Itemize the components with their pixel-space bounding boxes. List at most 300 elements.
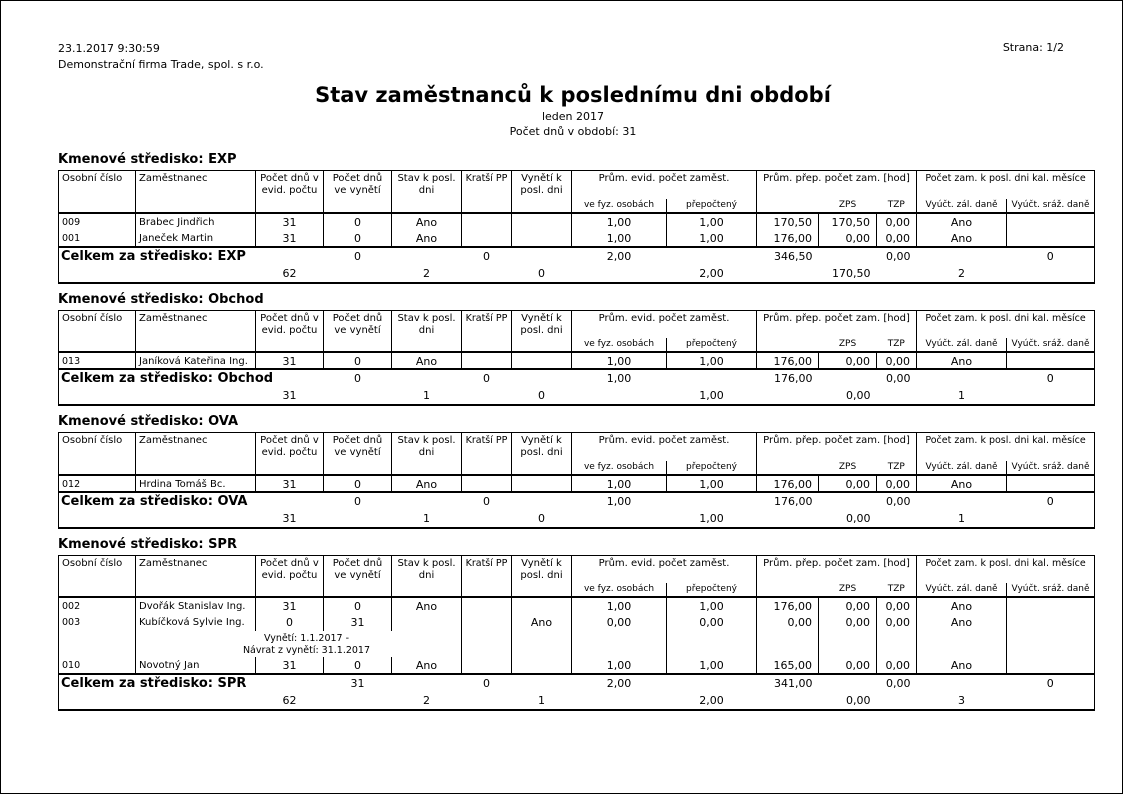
cell-vyneti-k: Ano (512, 614, 572, 631)
employee-id: 010 (59, 657, 136, 674)
cell-stav: Ano (392, 657, 462, 674)
cell-stav (392, 614, 462, 631)
total-zps: 170,50 (832, 266, 871, 280)
cell-sraz (1007, 230, 1095, 247)
cell-sraz (1007, 657, 1095, 674)
col-header-pocet-dnu-vyneti: Počet dnů ve vynětí (324, 555, 392, 597)
totals-spacer (324, 387, 392, 405)
col-header-zamestnanec: Zaměstnanec (136, 555, 256, 597)
table-header-rows (59, 310, 1095, 352)
totals-spacer (667, 674, 757, 692)
cell-hod: 176,00 (757, 230, 819, 247)
col-header-pocet-dnu-vyneti: Počet dnů ve vynětí (324, 310, 392, 352)
totals-spacer (256, 492, 324, 510)
totals-row-1 (59, 674, 1095, 692)
totals-spacer (877, 692, 917, 710)
total-fyz: 1,00 (606, 494, 632, 508)
subheader-vyuct-sraz-dane: Vyúčt. sráž. daně (1011, 339, 1090, 349)
employee-name-cell (136, 614, 256, 631)
cell-zps: 0,00 (819, 352, 877, 369)
cell-kratsi-pp (462, 614, 512, 631)
total-days-vyneti: 31 (350, 677, 365, 690)
cell-days-vyneti: 0 (324, 475, 392, 492)
cell-prepocteny: 0,00 (667, 614, 757, 631)
employee-name: Brabec Jindřich (139, 216, 215, 228)
cell-sraz (1007, 213, 1095, 230)
subheader-hod-spacer (757, 338, 819, 352)
employee-note: Návrat z vynětí: 31.1.2017 (242, 645, 371, 656)
totals-spacer (917, 369, 1007, 387)
employee-name-cell (136, 657, 256, 674)
totals-spacer (59, 387, 256, 405)
cell-days-evid: 31 (256, 230, 324, 247)
cell-sraz (1007, 352, 1095, 369)
cell-days-evid: 31 (256, 475, 324, 492)
table-header-rows (59, 555, 1095, 597)
totals-spacer (572, 265, 667, 283)
note-row-spacer (667, 631, 757, 657)
totals-spacer (1007, 510, 1095, 528)
totals-row-1 (59, 247, 1095, 265)
subheader-fyz-osoby: ve fyz. osobách (572, 338, 667, 352)
col-header-zamestnanec: Zaměstnanec (136, 433, 256, 475)
cell-kratsi-pp (462, 213, 512, 230)
total-days-evid: 62 (282, 694, 297, 707)
cell-kratsi-pp (462, 475, 512, 492)
total-hod: 176,00 (774, 494, 813, 508)
total-zps: 0,00 (846, 389, 871, 402)
col-header-pocet-dnu-evid: Počet dnů v evid. počtu (256, 310, 324, 352)
subheader-zps: ZPS (838, 199, 857, 210)
cell-tzp: 0,00 (877, 213, 917, 230)
cell-days-vyneti: 0 (324, 657, 392, 674)
table-header-row-main (59, 555, 1095, 583)
cell-days-evid: 0 (256, 614, 324, 631)
cell-vyneti-k (512, 597, 572, 614)
department-table (58, 555, 1095, 712)
report-title: Stav zaměstnanců k poslednímu dni období (315, 83, 831, 107)
cell-days-evid: 31 (256, 597, 324, 614)
totals-label: Celkem za středisko: Obchod (61, 371, 274, 386)
cell-stav: Ano (392, 213, 462, 230)
cell-fyz: 1,00 (572, 352, 667, 369)
totals-spacer (917, 247, 1007, 265)
cell-zps: 0,00 (819, 597, 877, 614)
total-zal: 1 (958, 389, 966, 402)
col-header-vyneti-k: Vynětí k posl. dni (512, 555, 572, 597)
subheader-fyz-osoby: ve fyz. osobách (572, 461, 667, 475)
subheader-vyuct-zal-dane: Vyúčt. zál. daně (917, 338, 1007, 352)
employee-name: Novotný Jan (139, 660, 200, 671)
total-tzp: 0,00 (886, 494, 911, 508)
subheader-tzp: TZP (877, 583, 917, 597)
cell-tzp: 0,00 (877, 597, 917, 614)
note-row-spacer (757, 631, 819, 657)
cell-zps: 170,50 (819, 213, 877, 230)
table-header-row-main (59, 310, 1095, 338)
note-row-spacer (877, 631, 917, 657)
group-header-prum-prep: Prům. přep. počet zam. [hod] (757, 555, 917, 583)
cell-tzp: 0,00 (877, 657, 917, 674)
cell-fyz: 1,00 (572, 230, 667, 247)
total-stav: 2 (423, 694, 430, 707)
cell-zps: 0,00 (819, 614, 877, 631)
employee-note-row (59, 631, 1095, 657)
employee-row (59, 230, 1095, 247)
employee-row (59, 614, 1095, 631)
totals-spacer (757, 265, 819, 283)
total-days-evid: 31 (282, 511, 297, 525)
total-zal: 3 (958, 694, 966, 707)
page-header (58, 41, 1088, 73)
totals-spacer (462, 387, 512, 405)
col-header-stav: Stav k posl. dni (392, 555, 462, 597)
cell-zal: Ano (917, 614, 1007, 631)
department-totals (59, 492, 1095, 528)
totals-label: Celkem za středisko: OVA (61, 493, 248, 509)
department-heading: Kmenové středisko: OVA (58, 414, 239, 429)
subheader-tzp: TZP (877, 338, 917, 352)
total-hod: 176,00 (774, 372, 813, 385)
total-vyneti-k: 0 (538, 266, 545, 280)
cell-zal: Ano (917, 657, 1007, 674)
cell-prepocteny: 1,00 (667, 230, 757, 247)
cell-kratsi-pp (462, 230, 512, 247)
employee-id: 003 (59, 614, 136, 631)
subheader-vyuct-zal-dane: Vyúčt. zál. daně (917, 583, 1007, 597)
col-header-stav: Stav k posl. dni (392, 171, 462, 213)
col-header-zamestnanec: Zaměstnanec (136, 171, 256, 213)
employee-name-cell (136, 213, 256, 230)
total-zal: 1 (958, 511, 966, 525)
total-days-vyneti: 0 (354, 249, 361, 263)
note-row-spacer (59, 631, 136, 657)
cell-fyz: 1,00 (572, 213, 667, 230)
totals-spacer (1007, 387, 1095, 405)
employee-name: Hrdina Tomáš Bc. (139, 478, 226, 490)
col-header-kratsi-pp: Kratší PP (462, 310, 512, 352)
totals-row-1 (59, 492, 1095, 510)
totals-label: Celkem za středisko: EXP (61, 248, 246, 264)
table-header-row-main (59, 433, 1095, 461)
employee-rows (59, 213, 1095, 247)
cell-prepocteny: 1,00 (667, 352, 757, 369)
cell-zal: Ano (917, 475, 1007, 492)
cell-days-evid: 31 (256, 213, 324, 230)
cell-hod: 176,00 (757, 475, 819, 492)
print-datetime: 23.1.2017 9:30:59 (58, 42, 160, 55)
total-sraz: 0 (1046, 372, 1054, 385)
total-prepocteny: 1,00 (699, 389, 724, 402)
group-header-pocet-zam: Počet zam. k posl. dni kal. měsíce (925, 435, 1086, 446)
total-stav: 1 (423, 511, 430, 525)
employee-name-cell (136, 475, 256, 492)
table-header-rows (59, 171, 1095, 213)
department-heading: Kmenové středisko: Obchod (58, 291, 264, 307)
col-header-kratsi-pp: Kratší PP (462, 433, 512, 475)
cell-tzp: 0,00 (877, 230, 917, 247)
employee-name-cell (136, 352, 256, 369)
subheader-hod-spacer (757, 583, 819, 597)
cell-sraz (1007, 475, 1095, 492)
department-totals (59, 369, 1095, 405)
department-section (58, 537, 1088, 712)
cell-kratsi-pp (462, 657, 512, 674)
group-header-prum-evid: Prům. evid. počet zaměst. (572, 310, 757, 338)
totals-spacer (256, 674, 324, 692)
cell-zal: Ano (917, 597, 1007, 614)
totals-spacer (59, 510, 256, 528)
totals-spacer (324, 265, 392, 283)
department-heading: Kmenové středisko: EXP (58, 152, 237, 167)
department-section (58, 152, 1088, 284)
totals-spacer (462, 692, 512, 710)
employee-row (59, 657, 1095, 674)
note-row-spacer (819, 631, 877, 657)
col-header-zamestnanec: Zaměstnanec (136, 310, 256, 352)
totals-spacer (512, 369, 572, 387)
employee-name-cell (136, 597, 256, 614)
group-header-pocet-zam: Počet zam. k posl. dni kal. měsíce (925, 312, 1086, 324)
employee-id: 009 (59, 213, 136, 230)
page-number: Strana: 1/2 (1002, 41, 1064, 54)
cell-hod: 176,00 (757, 352, 819, 369)
col-header-pocet-dnu-evid: Počet dnů v evid. počtu (256, 555, 324, 597)
total-days-vyneti: 0 (354, 372, 361, 385)
total-sraz: 0 (1046, 249, 1054, 263)
cell-sraz (1007, 597, 1095, 614)
total-fyz: 2,00 (606, 677, 632, 690)
total-tzp: 0,00 (886, 372, 911, 385)
totals-spacer (324, 510, 392, 528)
department-table (58, 432, 1095, 529)
subheader-zps: ZPS (838, 339, 857, 349)
totals-spacer (392, 674, 462, 692)
total-fyz: 2,00 (606, 249, 632, 263)
totals-spacer (917, 492, 1007, 510)
note-row-spacer (462, 631, 512, 657)
employee-name: Kubíčková Sylvie Ing. (139, 617, 245, 628)
cell-fyz: 1,00 (572, 657, 667, 674)
col-header-pocet-dnu-vyneti: Počet dnů ve vynětí (324, 433, 392, 475)
group-header-pocet-zam: Počet zam. k posl. dni kal. měsíce (925, 173, 1086, 184)
cell-vyneti-k (512, 352, 572, 369)
group-header-pocet-zam: Počet zam. k posl. dni kal. měsíce (925, 557, 1086, 569)
col-header-osobni-cislo: Osobní číslo (59, 555, 136, 597)
total-tzp: 0,00 (886, 249, 911, 263)
employee-row (59, 597, 1095, 614)
totals-row-2 (59, 387, 1095, 405)
company-name: Demonstrační firma Trade, spol. s r.o. (58, 58, 264, 71)
totals-spacer (512, 492, 572, 510)
subheader-fyz-osoby: ve fyz. osobách (572, 199, 667, 213)
table-header-row-main (59, 171, 1095, 199)
cell-prepocteny: 1,00 (667, 475, 757, 492)
note-row-spacer (1007, 631, 1095, 657)
subheader-prepocteny: přepočtený (667, 583, 757, 597)
totals-spacer (392, 247, 462, 265)
employee-rows (59, 597, 1095, 674)
total-zps: 0,00 (846, 694, 871, 707)
total-kratsi-pp: 0 (483, 249, 490, 263)
group-header-prum-prep: Prům. přep. počet zam. [hod] (757, 171, 917, 199)
col-header-kratsi-pp: Kratší PP (462, 555, 512, 597)
group-header-prum-evid: Prům. evid. počet zaměst. (572, 555, 757, 583)
col-header-stav: Stav k posl. dni (392, 433, 462, 475)
cell-zps: 0,00 (819, 657, 877, 674)
cell-stav: Ano (392, 475, 462, 492)
days-in-period: Počet dnů v období: 31 (509, 125, 637, 138)
totals-spacer (572, 387, 667, 405)
total-vyneti-k: 0 (538, 389, 545, 402)
totals-spacer (917, 674, 1007, 692)
note-row-spacer (917, 631, 1007, 657)
cell-vyneti-k (512, 657, 572, 674)
total-kratsi-pp: 0 (483, 494, 490, 508)
total-stav: 1 (423, 389, 430, 402)
col-header-vyneti-k: Vynětí k posl. dni (512, 433, 572, 475)
totals-spacer (59, 692, 256, 710)
group-header-prum-evid: Prům. evid. počet zaměst. (572, 171, 757, 199)
col-header-vyneti-k: Vynětí k posl. dni (512, 310, 572, 352)
employee-id: 013 (59, 352, 136, 369)
totals-spacer (819, 674, 877, 692)
total-fyz: 1,00 (606, 372, 632, 385)
totals-spacer (757, 692, 819, 710)
subheader-prepocteny: přepočtený (667, 461, 757, 475)
cell-vyneti-k (512, 230, 572, 247)
totals-spacer (819, 247, 877, 265)
employee-id: 012 (59, 475, 136, 492)
col-header-osobni-cislo: Osobní číslo (59, 433, 136, 475)
totals-spacer (462, 510, 512, 528)
col-header-vyneti-k: Vynětí k posl. dni (512, 171, 572, 213)
cell-tzp: 0,00 (877, 614, 917, 631)
cell-stav: Ano (392, 230, 462, 247)
total-sraz: 0 (1046, 677, 1054, 690)
col-header-stav: Stav k posl. dni (392, 310, 462, 352)
employee-note: Vynětí: 1.1.2017 - (263, 633, 350, 644)
cell-prepocteny: 1,00 (667, 213, 757, 230)
cell-vyneti-k (512, 213, 572, 230)
cell-zal: Ano (917, 352, 1007, 369)
cell-days-vyneti: 0 (324, 597, 392, 614)
page-header-left (58, 41, 264, 73)
cell-hod: 170,50 (757, 213, 819, 230)
subheader-hod-spacer (757, 199, 819, 213)
total-sraz: 0 (1046, 494, 1054, 508)
total-days-evid: 31 (282, 389, 297, 402)
group-header-prum-prep: Prům. přep. počet zam. [hod] (757, 433, 917, 461)
cell-tzp: 0,00 (877, 352, 917, 369)
cell-days-vyneti: 31 (324, 614, 392, 631)
col-header-pocet-dnu-evid: Počet dnů v evid. počtu (256, 433, 324, 475)
totals-spacer (324, 692, 392, 710)
report-body (58, 152, 1088, 711)
cell-prepocteny: 1,00 (667, 597, 757, 614)
employee-row (59, 352, 1095, 369)
cell-tzp: 0,00 (877, 475, 917, 492)
employee-row (59, 475, 1095, 492)
totals-spacer (667, 247, 757, 265)
subheader-prepocteny: přepočtený (667, 199, 757, 213)
employee-name: Janeček Martin (139, 232, 214, 244)
note-row-spacer (572, 631, 667, 657)
department-table (58, 170, 1095, 284)
department-section (58, 414, 1088, 529)
total-kratsi-pp: 0 (483, 372, 490, 385)
cell-vyneti-k (512, 475, 572, 492)
totals-spacer (512, 674, 572, 692)
totals-spacer (392, 492, 462, 510)
employee-name-cell (136, 230, 256, 247)
employee-row (59, 213, 1095, 230)
cell-days-evid: 31 (256, 352, 324, 369)
department-section (58, 292, 1088, 407)
cell-zps: 0,00 (819, 230, 877, 247)
cell-hod: 0,00 (757, 614, 819, 631)
total-vyneti-k: 0 (538, 511, 545, 525)
subheader-fyz-osoby: ve fyz. osobách (572, 583, 667, 597)
table-header-rows (59, 433, 1095, 475)
totals-spacer (757, 387, 819, 405)
totals-spacer (1007, 692, 1095, 710)
cell-zps: 0,00 (819, 475, 877, 492)
totals-spacer (877, 265, 917, 283)
totals-spacer (819, 369, 877, 387)
employee-rows (59, 475, 1095, 492)
cell-zal: Ano (917, 230, 1007, 247)
total-hod: 341,00 (774, 677, 813, 690)
employee-id: 001 (59, 230, 136, 247)
employee-rows (59, 352, 1095, 369)
total-zps: 0,00 (846, 511, 871, 525)
totals-row-2 (59, 510, 1095, 528)
totals-spacer (392, 369, 462, 387)
cell-fyz: 1,00 (572, 597, 667, 614)
col-header-osobni-cislo: Osobní číslo (59, 310, 136, 352)
employee-name: Dvořák Stanislav Ing. (139, 601, 246, 612)
group-header-prum-prep: Prům. přep. počet zam. [hod] (757, 310, 917, 338)
total-prepocteny: 2,00 (699, 694, 724, 707)
cell-zal: Ano (917, 213, 1007, 230)
cell-days-evid: 31 (256, 657, 324, 674)
total-hod: 346,50 (774, 249, 813, 263)
total-stav: 2 (423, 266, 430, 280)
total-prepocteny: 2,00 (699, 266, 724, 280)
total-days-evid: 62 (282, 266, 297, 280)
total-zal: 2 (958, 266, 966, 280)
cell-stav: Ano (392, 597, 462, 614)
subheader-vyuct-sraz-dane: Vyúčt. sráž. daně (1011, 199, 1090, 210)
totals-spacer (256, 247, 324, 265)
group-header-prum-evid: Prům. evid. počet zaměst. (572, 433, 757, 461)
totals-spacer (667, 492, 757, 510)
cell-fyz: 1,00 (572, 475, 667, 492)
totals-label: Celkem za středisko: SPR (61, 676, 247, 691)
col-header-pocet-dnu-evid: Počet dnů v evid. počtu (256, 171, 324, 213)
cell-sraz (1007, 614, 1095, 631)
subheader-hod-spacer (757, 461, 819, 475)
subheader-tzp: TZP (877, 199, 917, 213)
totals-spacer (572, 510, 667, 528)
subheader-zps: ZPS (838, 584, 857, 594)
total-days-vyneti: 0 (354, 494, 361, 508)
col-header-kratsi-pp: Kratší PP (462, 171, 512, 213)
employee-id: 002 (59, 597, 136, 614)
cell-days-vyneti: 0 (324, 230, 392, 247)
total-kratsi-pp: 0 (483, 677, 490, 690)
